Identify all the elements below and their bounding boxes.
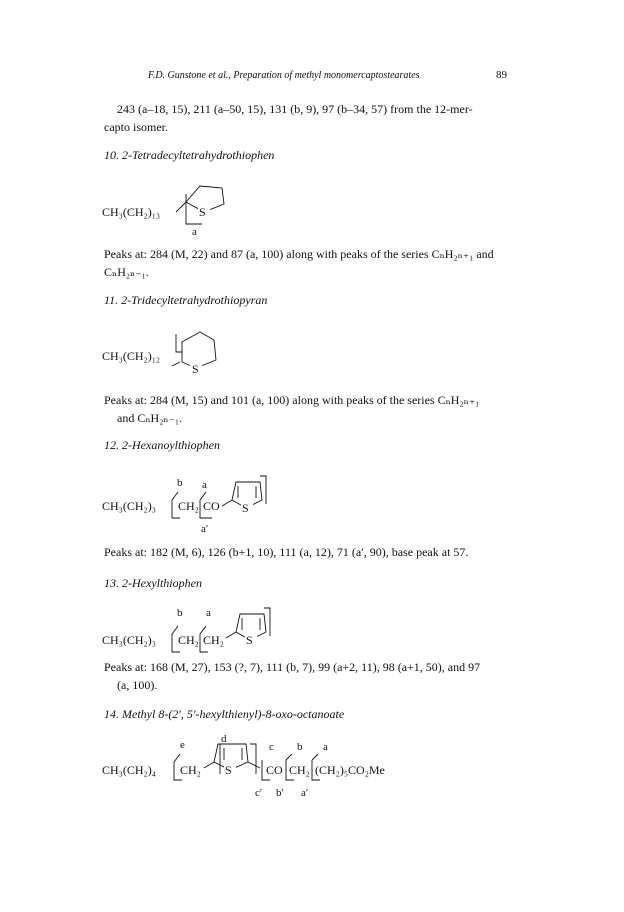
fragment-label-d: d — [221, 733, 227, 745]
bracket — [176, 334, 182, 352]
bond — [176, 202, 186, 212]
compound-12-formula: CH₃(CH₂)₃ — [102, 499, 156, 513]
compound-14-ch2-1: CH₂ — [180, 763, 201, 777]
fragment-label-b-prime: b′ — [276, 787, 284, 799]
compound-11-peaks-line-2: and CₙH₂ₙ₋₁. — [117, 411, 183, 425]
page-number: 89 — [496, 69, 507, 81]
fragment-label-a: a — [206, 607, 211, 619]
intro-line-1: 243 (a–18, 15), 211 (a–50, 15), 131 (b, 9), 97 (b–34, 57) from the 12-mer- — [117, 102, 473, 116]
compound-12-heading: 12. 2-Hexanoylthiophen — [104, 438, 220, 452]
compound-14-ch2-2: CH₂ — [289, 763, 310, 777]
bond — [172, 362, 180, 366]
fragment-label-b: b — [177, 477, 183, 489]
ring-atom-s: S — [192, 362, 199, 376]
compound-13-structure — [100, 600, 300, 662]
bracket-e-top — [174, 754, 180, 762]
fragment-label-c-prime: c′ — [255, 787, 263, 799]
fragment-label-a: a — [192, 226, 197, 238]
fragment-label-b: b — [297, 741, 303, 753]
compound-12-co: CO — [203, 499, 220, 513]
compound-13-peaks-line-2: (a, 100). — [117, 678, 158, 692]
fragment-label-c: c — [269, 741, 274, 753]
compound-12-structure — [100, 466, 300, 546]
running-title: F.D. Gunstone et al., Preparation of methyl monomercaptostearates — [148, 70, 420, 81]
compound-14-formula: CH₃(CH₂)₄ — [102, 763, 156, 777]
fragment-label-e: e — [180, 739, 185, 751]
compound-13-heading: 13. 2-Hexylthiophen — [104, 576, 202, 590]
fragment-label-a-prime: a′ — [301, 787, 309, 799]
bracket-b-top — [286, 754, 292, 760]
compound-14-heading: 14. Methyl 8-(2′, 5′-hexylthienyl)-8-oxo-octanoate — [104, 707, 345, 721]
compound-10-heading: 10. 2-Tetradecyltetrahydrothiophen — [104, 148, 275, 162]
compound-11-formula: CH₃(CH₂)₁₂ — [102, 349, 161, 363]
compound-10-formula: CH₃(CH₂)₁₃ — [102, 205, 161, 219]
fragment-label-b: b — [177, 607, 183, 619]
fragment-label-a: a — [323, 741, 328, 753]
intro-line-2: capto isomer. — [104, 120, 168, 134]
compound-11-structure — [100, 326, 260, 386]
compound-13-ch2-2: CH₂ — [203, 633, 224, 647]
compound-14-tail: (CH₂)₅CO₂Me — [315, 763, 385, 777]
compound-10-peaks-line-1: Peaks at: 284 (M, 22) and 87 (a, 100) along with peaks of the series CₙH₂ₙ₊₁ and — [104, 247, 494, 261]
bond — [222, 500, 232, 506]
compound-11-peaks-line-1: Peaks at: 284 (M, 15) and 101 (a, 100) along with peaks of the series CₙH₂ₙ₊₁ — [104, 393, 480, 407]
ring-atom-s: S — [199, 205, 206, 219]
compound-14-structure — [100, 730, 430, 810]
fragment-label-a: a — [202, 479, 207, 491]
compound-13-formula: CH₃(CH₂)₃ — [102, 633, 156, 647]
bond — [226, 632, 236, 638]
ring-atom-s: S — [225, 763, 232, 777]
compound-10-peaks-line-2: CₙH₂ₙ₋₁. — [104, 265, 149, 279]
compound-13-peaks-line-1: Peaks at: 168 (M, 27), 153 (?, 7), 111 (b, 7), 99 (a+2, 11), 98 (a+1, 50), and 97 — [104, 660, 481, 674]
bond-1 — [204, 762, 214, 768]
compound-12-peaks-line-1: Peaks at: 182 (M, 6), 126 (b+1, 10), 111 (a, 12), 71 (a′, 90), base peak at 57. — [104, 545, 469, 559]
ring-bracket — [250, 744, 256, 774]
compound-10-structure — [100, 180, 260, 240]
compound-12-ch2: CH₂ — [178, 499, 199, 513]
fragment-label-a-prime: a′ — [201, 523, 209, 535]
ring-atom-s: S — [242, 501, 249, 515]
ring-atom-s: S — [246, 633, 253, 647]
compound-11-heading: 11. 2-Tridecyltetrahydrothiopyran — [104, 293, 268, 307]
compound-13-ch2-1: CH₂ — [178, 633, 199, 647]
bond-2 — [248, 762, 260, 768]
compound-14-co: CO — [266, 763, 283, 777]
bracket-a-top — [312, 754, 318, 760]
